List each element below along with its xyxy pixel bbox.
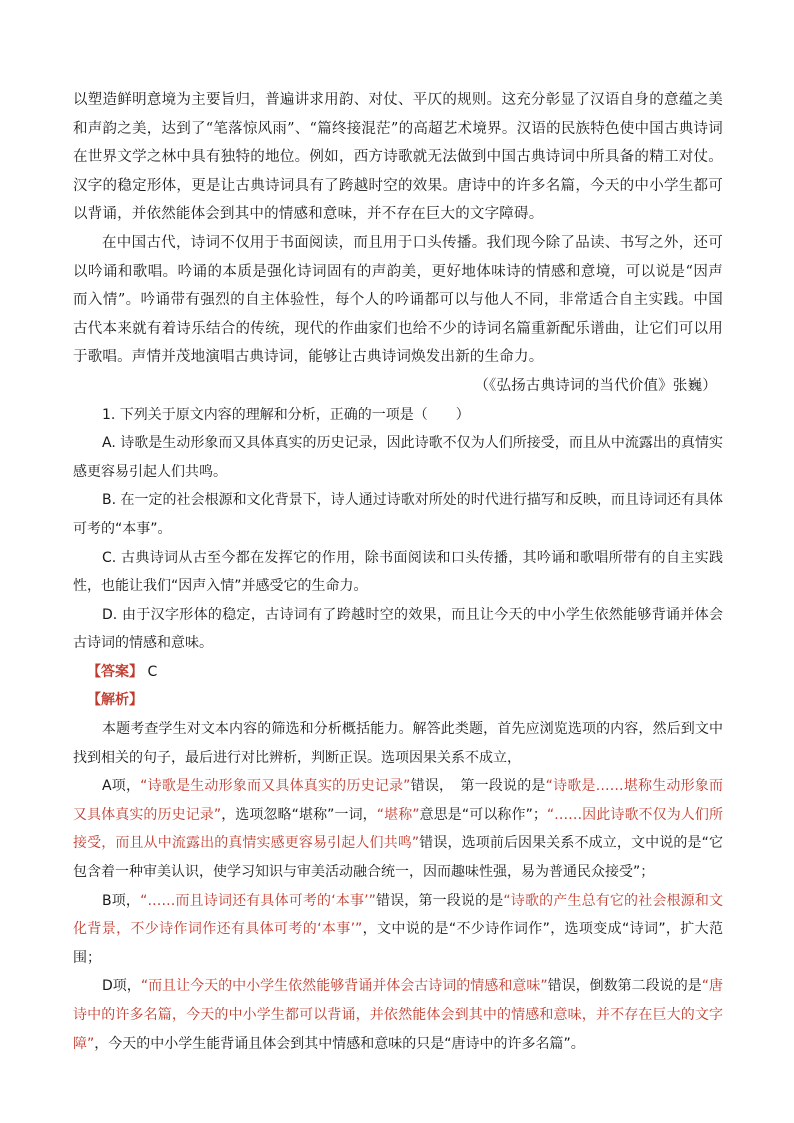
analysis-d-source-quote: “唐诗中的许多名篇，今天的中小学生都可以背诵，并依然能体会到其中的情感和意味，并不存在巨大的文字障” (73, 978, 723, 1052)
analysis-option-a (73, 772, 723, 886)
passage-paragraph-2: 在中国古代，诗词不仅用于书面阅读，而且用于口头传播。我们现今除了品读、书写之外，还可以吟诵和歌唱。吟诵的本质是强化诗词固有的声韵美，更好地体味诗的情感和意境，可以说是“因声而入情”。吟诵带有强烈的自主体验性，每个人的吟诵都可以与他人不同，非常适合自主实践。中国古代本来就有着诗乐结合的传统，现代的作曲家们也给不少的诗词名篇重新配乐谱曲，让它们可以用于歌唱。声情并茂地演唱古典诗词，能够让古典诗词焕发出新的生命力。 (73, 234, 723, 366)
analysis-option-b (73, 887, 723, 973)
document-body (73, 86, 723, 1058)
analysis-a-prefix: A项， (102, 778, 141, 795)
analysis-b-text: 错误，第一段说的是 (375, 892, 504, 909)
analysis-a-text-4: 错误，选项前后因果关系不成立，文中说的是“它包含着一种审美认识，使学习知识与审美活动融合统一，因而趣味性强，易为普通民众接受”； (73, 835, 723, 881)
analysis-b-quote: “……而且诗词还有具体可考的‘本事’” (140, 892, 376, 909)
analysis-a-text-2: ，选项忽略“堪称”一词， (221, 806, 377, 823)
answer-label: 【答案】 (87, 663, 143, 680)
analysis-intro: 本题考查学生对文本内容的筛选和分析概括能力。解答此类题，首先应浏览选项的内容，然后到文中找到相关的句子，最后进行对比辨析，判断正误。选项因果关系不成立， (73, 721, 723, 766)
analysis-a-quote-2: “……因此诗歌不仅为人们所接受，而且从中流露出的真情实感更容易引起人们共鸣” (73, 806, 723, 852)
option-b: B. 在一定的社会根源和文化背景下，诗人通过诗歌对所处的时代进行描写和反映，而且诗词还有具体可考的“本事”。 (73, 492, 723, 537)
option-c: C. 古典诗词从古至今都在发挥它的作用，除书面阅读和口头传播，其吟诵和歌唱所带有的自主实践性，也能让我们“因声入情”并感受它的生命力。 (73, 549, 723, 595)
analysis-b-text-2: ，文中说的是“不少诗作词作”，选项变成“诗词”，扩大范围； (73, 921, 724, 966)
answer-line (73, 658, 723, 687)
analysis-a-quote: “诗歌是生动形象而又具体真实的历史记录” (140, 778, 411, 795)
analysis-heading (73, 686, 723, 715)
passage-source: （《弘扬古典诗词的当代价值》张巍） (474, 377, 717, 394)
passage-paragraph-1: 以塑造鲜明意境为主要旨归，普遍讲求用韵、对仗、平仄的规则。这充分彰显了汉语自身的意蕴之美和声韵之美，达到了“笔落惊风雨”、“篇终接混茫”的高超艺术境界。汉语的民族特色使中国古典诗词在世界文学之林中具有独特的地位。例如，西方诗歌就无法做到中国古典诗词中所具备的精工对仗。汉字的稳定形体，更是让古典诗词具有了跨越时空的效果。唐诗中的许多名篇，今天的中小学生都可以背诵，并依然能体会到其中的情感和意味，并不存在巨大的文字障碍。 (73, 92, 723, 223)
option-a: A. 诗歌是生动形象而又具体真实的历史记录，因此诗歌不仅为人们所接受，而且从中流露出的真情实感更容易引起人们共鸣。 (73, 435, 723, 480)
question-stem: 1. 下列关于原文内容的理解和分析，正确的一项是（ ） (102, 406, 470, 423)
analysis-d-text-2: ，今天的中小学生能背诵且体会到其中情感和意味的只是“唐诗中的许多名篇”。 (94, 1035, 585, 1052)
answer-value: C (147, 663, 158, 680)
analysis-a-source-quote: “诗歌是……堪称生动形象而又具体真实的历史记录” (73, 778, 724, 823)
analysis-d-text: 错误，倒数第二段说的是 (547, 978, 702, 995)
option-d: D. 由于汉字形体的稳定，古诗词有了跨越时空的效果，而且让今天的中小学生依然能够背诵并体会古诗词的情感和意味。 (73, 606, 723, 652)
analysis-label: 【解析】 (87, 692, 143, 709)
analysis-d-quote: “而且让今天的中小学生依然能够背诵并体会古诗词的情感和意味” (140, 978, 548, 995)
analysis-option-d (73, 972, 723, 1058)
analysis-a-term: “堪称” (376, 806, 420, 823)
analysis-b-prefix: B项， (102, 892, 141, 909)
analysis-a-text: 错误， 第一段说的是 (410, 778, 546, 795)
analysis-b-source-quote: “诗歌的产生总有它的社会根源和文化背景，不少诗作词作还有具体可考的‘本事’” (73, 892, 723, 938)
analysis-a-text-3: 意思是“可以称作”； (419, 806, 547, 823)
analysis-d-prefix: D项， (102, 978, 141, 995)
